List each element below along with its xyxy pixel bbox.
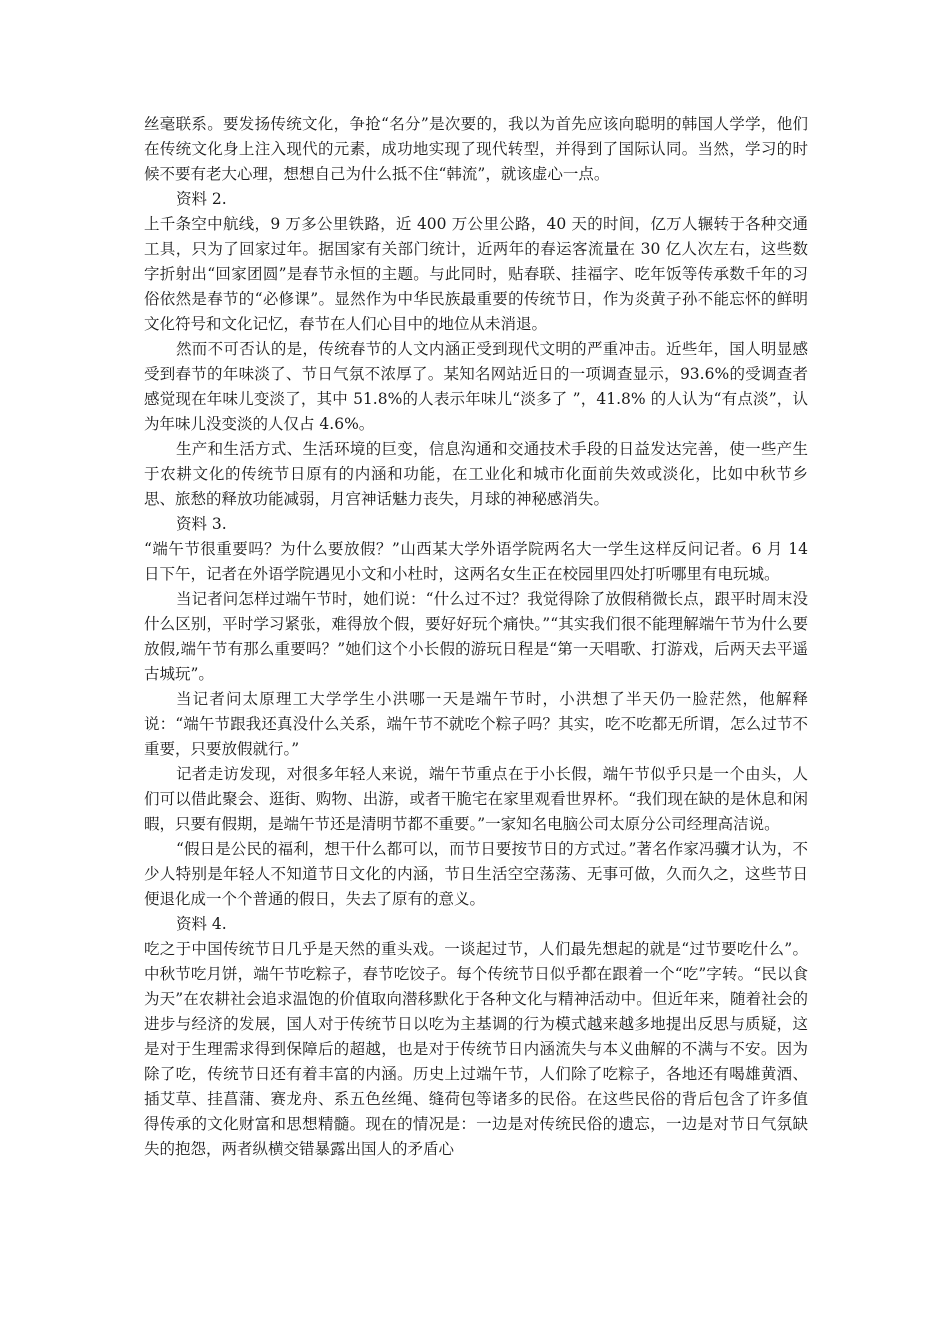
body-paragraph: 生产和生活方式、生活环境的巨变，信息沟通和交通技术手段的日益发达完善，使一些产生于农耕文化的传统节日原有的内涵和功能，在工业化和城市化面前失效或淡化，比如中秋节乡思、旅愁的释放功能减弱，月宫神话魅力丧失，月球的神秘感消失。 xyxy=(144,440,808,508)
body-paragraph: 然而不可否认的是，传统春节的人文内涵正受到现代文明的严重冲击。近些年，国人明显感受到春节的年味淡了、节日气氛不浓厚了。某知名网站近日的一项调查显示，93.6%的受调查者感觉现在年味儿变淡了，其中 51.8%的人表示年味儿“淡多了 ”，41.8% 的人认为“有点淡”，认为年味儿没变淡的人仅占 4.6%。 xyxy=(144,340,808,433)
section-heading: 资料 2. xyxy=(176,190,227,208)
body-paragraph: 丝毫联系。要发扬传统文化，争抢“名分”是次要的，我以为首先应该向聪明的韩国人学学，他们在传统文化身上注入现代的元素，成功地实现了现代转型，并得到了国际认同。当然，学习的时候不要有老大心理，想想自己为什么抵不住“韩流”，就该虚心一点。 xyxy=(144,115,808,183)
body-paragraph: 上千条空中航线，9 万多公里铁路，近 400 万公里公路，40 天的时间，亿万人辗转于各种交通工具，只为了回家过年。据国家有关部门统计，近两年的春运客流量在 30 亿人次左右，这些数字折射出“回家团圆”是春节永恒的主题。与此同时，贴春联、挂福字、吃年饭等传承数千年的习俗依然是春节的“必修课”。显然作为中华民族最重要的传统节日，作为炎黄子孙不能忘怀的鲜明文化符号和文化记忆，春节在人们心目中的地位从未消退。 xyxy=(144,215,808,333)
body-paragraph: 记者走访发现，对很多年轻人来说，端午节重点在于小长假，端午节似乎只是一个由头，人们可以借此聚会、逛街、购物、出游，或者干脆宅在家里观看世界杯。“我们现在缺的是休息和闲暇，只要有假期，是端午节还是清明节都不重要。”一家知名电脑公司太原分公司经理高洁说。 xyxy=(144,765,808,833)
body-paragraph: 吃之于中国传统节日几乎是天然的重头戏。一谈起过节，人们最先想起的就是“过节要吃什么”。中秋节吃月饼，端午节吃粽子，春节吃饺子。每个传统节日似乎都在跟着一个“吃”字转。“民以食为天”在农耕社会追求温饱的价值取向潜移默化于各种文化与精神活动中。但近年来，随着社会的进步与经济的发展，国人对于传统节日以吃为主基调的行为模式越来越多地提出反思与质疑，这是对于生理需求得到保障后的超越，也是对于传统节日内涵流失与本义曲解的不满与不安。因为除了吃，传统节日还有着丰富的内涵。历史上过端午节，人们除了吃粽子，各地还有喝雄黄酒、插艾草、挂菖蒲、赛龙舟、系五色丝绳、缝荷包等诸多的民俗。在这些民俗的背后包含了许多值得传承的文化财富和思想精髓。现在的情况是：一边是对传统民俗的遗忘，一边是对节日气氛缺失的抱怨，两者纵横交错暴露出国人的矛盾心 xyxy=(144,940,808,1158)
body-paragraph: 当记者问怎样过端午节时，她们说：“什么过不过？我觉得除了放假稍微长点，跟平时周末没什么区别，平时学习紧张，难得放个假，要好好玩个痛快。”“其实我们很不能理解端午节为什么要放假,端午节有那么重要吗？”她们这个小长假的游玩日程是“第一天唱歌、打游戏，后两天去平遥古城玩”。 xyxy=(144,590,808,683)
body-paragraph: 当记者问太原理工大学学生小洪哪一天是端午节时，小洪想了半天仍一脸茫然，他解释说：“端午节跟我还真没什么关系，端午节不就吃个粽子吗？其实，吃不吃都无所谓，怎么过节不重要，只要放假就行。” xyxy=(144,690,808,758)
document-page xyxy=(144,112,808,1162)
body-paragraph: “假日是公民的福利，想干什么都可以，而节日要按节日的方式过。”著名作家冯骥才认为，不少人特别是年轻人不知道节日文化的内涵，节日生活空空荡荡、无事可做，久而久之，这些节日便退化成一个个普通的假日，失去了原有的意义。 xyxy=(144,840,808,908)
section-heading: 资料 3. xyxy=(176,515,227,533)
section-heading: 资料 4. xyxy=(176,915,227,933)
body-paragraph: “端午节很重要吗？为什么要放假？”山西某大学外语学院两名大一学生这样反问记者。6 月 14 日下午，记者在外语学院遇见小文和小杜时，这两名女生正在校园里四处打听哪里有电玩城。 xyxy=(144,540,808,583)
